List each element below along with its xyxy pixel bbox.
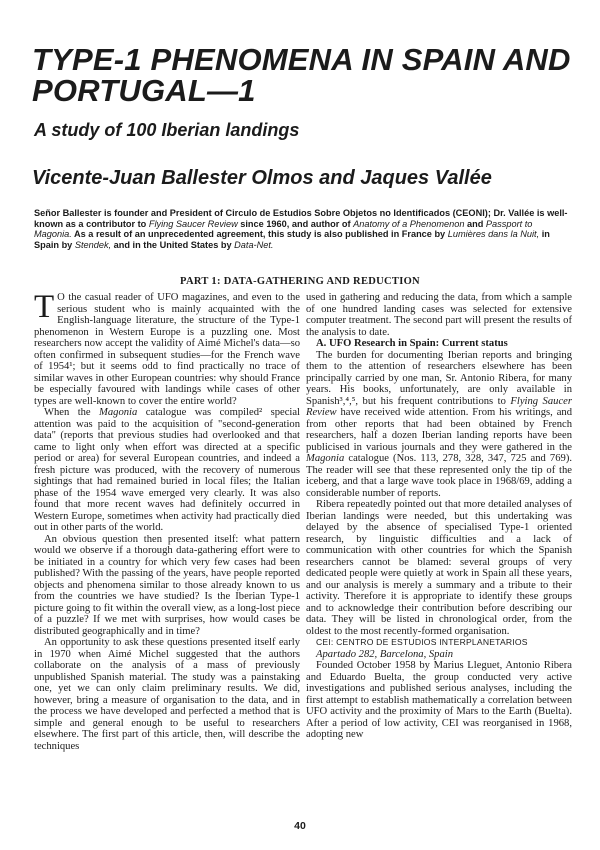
section-a-heading: A. UFO Research in Spain: Current status: [316, 338, 508, 349]
paragraph-6-magonia: Magonia: [306, 453, 345, 464]
paragraph-3: An obvious question then presented itself: what pattern would we observe if a thorough data-gathering effort were to be initiated in a country for which very few cases had been published? With the passing of the years, have people reported objects and phenomena similar to those already known to us from the countries we have studied? Is the Iberian Type-1 picture going to fit within the overall view, as a long-lost piece of a puzzle? If we met with surprises, how would cases be distributed geographically and in time?: [34, 533, 300, 637]
paragraph-6-text-a: The burden for documenting Iberian reports and bringing them to the attention of researchers elsewhere has been principally carried by one man, Sr. Antonio Ribera, for many years. His books, unfortunately, are only available in Spanish³,⁴,⁵, but his frequent contributions to: [306, 349, 572, 407]
intro-text-1: Señor Ballester is founder and President of Circulo de Estudios Sobre Objetos no Identificados (CEONI); Dr. Vallée is well-known as a contributor to: [34, 208, 568, 229]
intro-book-passport: Passport to Magonia.: [34, 218, 533, 240]
paragraph-2: [34, 407, 300, 534]
page-number: 40: [294, 820, 306, 832]
paragraph-2-text-b: catalogue was compiled² special attention was paid to the acquisition of "second-generation data" (reports that previous studies had overlooked and that came to light only when effort was directed at a specific period or area) for several European countries, and indeed a fresh picture was produced, with the recovery of numerous sightings that had remained buried in local files; the Italian phase of the 1954 wave emerged very clearly. It was also found that more recent waves had definitely occurred in Western Europe, sometimes when activity had practically died out in other parts of the world.: [34, 407, 300, 533]
paragraph-2-magonia: Magonia: [99, 407, 138, 418]
intro-book-anatomy: Anatomy of a Phenomenon: [353, 218, 465, 229]
right-column: [306, 292, 572, 741]
intro-text-5: in Spain by: [34, 229, 550, 250]
paragraph-7: Ribera repeatedly pointed out that more detailed analyses of Iberian landings were needed, but this undertaking was delayed by the absence of specialised Type-1 oriented research, by linguistic difficulties and a lack of communication with other countries for which the Spanish researchers cannot be blamed: several groups of very dedicated people were quietly at work in Spain all these years, and our analysis is merely a summary and a tribute to their activity. Therefore it is appropriate to identify these groups and to acknowledge their contribution before describing our data. They will be listed in chronological order, from the oldest to the most recently-formed organisation.: [306, 499, 572, 637]
drop-cap: T: [34, 289, 55, 325]
title-line-1: TYPE-1 PHENOMENA IN SPAIN AND: [32, 42, 571, 77]
intro-pub-stendek: Stendek,: [74, 239, 112, 250]
paragraph-6-text-b: have received wide attention. From his writings, and from other reports that had been obtained by French researchers, half a dozen Iberian landing reports have been publicised in various journals and they were gathered in the: [306, 407, 572, 453]
paragraph-6-text-c: catalogue (Nos. 113, 278, 328, 347, 725 and 769). The reader will see that these represented only the tip of the iceberg, and that a large wave took place in 1968/69, adding a considerable number of reports.: [306, 453, 572, 499]
intro-pub-lumieres: Lumières dans la Nuit,: [447, 229, 540, 240]
intro-pub-datanet: Data-Net.: [234, 239, 274, 250]
intro-text-6: and in the United States by: [111, 239, 235, 250]
paragraph-4: An opportunity to ask these questions presented itself early in 1970 when Aimé Michel suggested that the authors collaborate on the analysis of a mass of previously unpublished Spanish material. The study was a painstaking one, yet we can only claim preliminary results. We did, however, bring a measure of organisation to the data, and in the process we have developed and perfected a method that is simple and general enough to be useful to researchers elsewhere. The first part of this article, then, will describe the techniques: [34, 637, 300, 752]
paragraph-1-text: O the casual reader of UFO magazines, and even to the serious student who is mainly acquainted with the English-language literature, the structure of the Type-1 phenomenon in Western Europe is a puzzling one. Most researchers now accept the validity of Aimé Michel's data—so often confirmed in subsequent studies—for the French wave of 1954¹; but it seems odd to find practically no trace of similar waves in other European countries: why should France be especially favoured with landings while cases of other types are well-known to cover the entire world?: [34, 292, 300, 407]
organisation-address: Apartado 282, Barcelona, Spain: [316, 648, 454, 660]
author-intro: [34, 208, 570, 250]
title-line-2: PORTUGAL—1: [32, 73, 256, 108]
paragraph-8: Founded October 1958 by Marius Lleguet, Antonio Ribera and Eduardo Buelta, the group conducted very active investigations and published serious analyses, including the first attempt to establish mathematically a correlation between UFO activity and the proximity of Mars to the Earth (Buelta). After a period of low activity, CEI was reorganised in 1968, adopting new: [306, 660, 572, 740]
part-heading: PART 1: DATA-GATHERING AND REDUCTION: [180, 276, 420, 287]
article-subtitle: A study of 100 Iberian landings: [34, 120, 300, 140]
paragraph-5: used in gathering and reducing the data, from which a sample of one hundred landing cases was selected for extensive computer treatment. The second part will present the results of the analysis to date.: [306, 292, 572, 338]
intro-text-2: since 1960, and author of: [237, 218, 354, 229]
article-title: [32, 44, 572, 106]
intro-pub-fsr: Flying Saucer Review: [148, 218, 238, 229]
paragraph-6: [306, 350, 572, 500]
intro-text-3: and: [464, 218, 486, 229]
article-authors: Vicente-Juan Ballester Olmos and Jaques Vallée: [32, 167, 492, 189]
left-column: [34, 289, 300, 752]
paragraph-6-fsr: Flying Saucer Review: [306, 395, 572, 418]
organisation-name: CEI: CENTRO DE ESTUDIOS INTERPLANETARIOS: [316, 637, 528, 647]
intro-text-4: As a result of an unprecedented agreement, this study is also published in France by: [71, 229, 448, 240]
paragraph-2-text-a: When the: [44, 407, 100, 418]
paragraph-1: [34, 289, 300, 407]
